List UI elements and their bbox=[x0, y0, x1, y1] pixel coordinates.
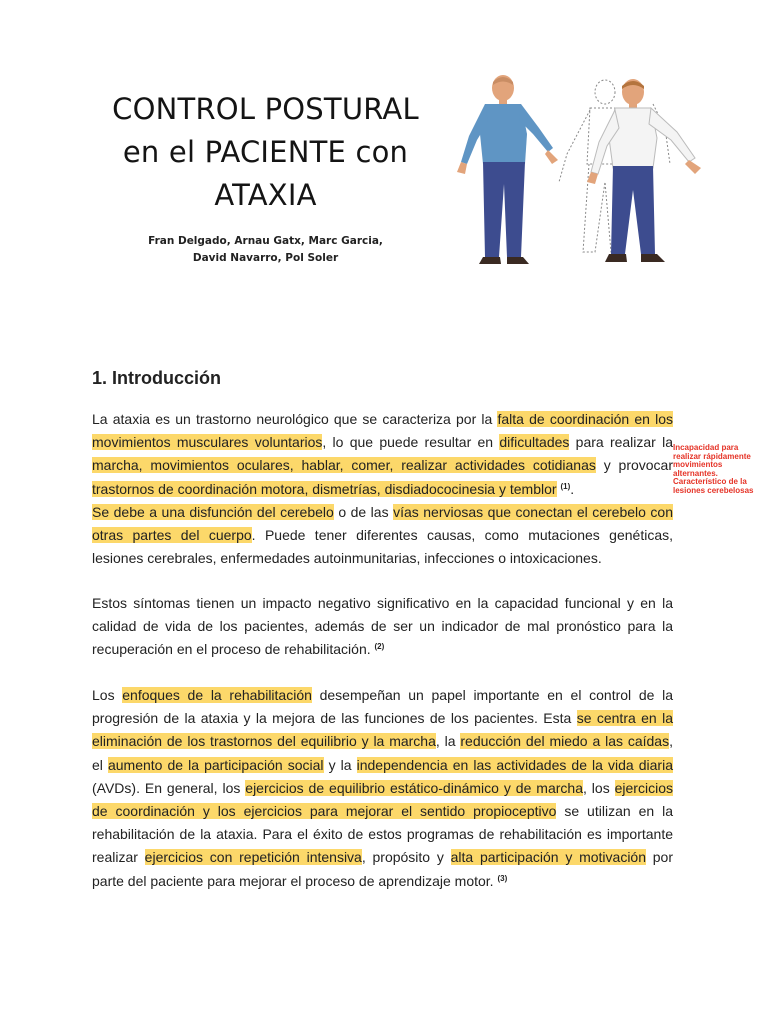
citation-ref: (3) bbox=[497, 873, 508, 883]
text-run: Los bbox=[92, 687, 123, 703]
text-run: por parte del paciente para mejorar el proceso de aprendizaje motor. bbox=[92, 849, 673, 889]
section-heading: 1. Introducción bbox=[92, 368, 222, 388]
document-title bbox=[88, 88, 443, 217]
note-line-4: alternantes. bbox=[673, 468, 718, 478]
citation-ref: (2) bbox=[374, 642, 385, 652]
highlighted-text: vías nerviosas que conectan el cerebelo con otras partes del cuerpo bbox=[92, 503, 673, 544]
title-line-2: en el PACIENTE con bbox=[122, 135, 409, 169]
highlighted-text: trastornos de coordinación motora, dismetrías, disdiadococinesia y temblor bbox=[92, 480, 557, 497]
note-line-5: Característico de la bbox=[673, 477, 747, 487]
note-line-1: Incapacidad para bbox=[673, 443, 739, 452]
note-line-6: lesiones cerebelosas bbox=[673, 485, 754, 495]
highlighted-text: se centra en la eliminación de los trastornos del equilibrio y la marcha bbox=[92, 710, 673, 750]
citation-ref: (1) bbox=[560, 481, 571, 491]
text-run: . bbox=[570, 480, 575, 497]
highlighted-text: aumento de la participación social bbox=[107, 756, 324, 773]
paragraph-intro bbox=[92, 408, 673, 570]
highlighted-text: reducción del miedo a las caídas bbox=[460, 733, 670, 750]
man-blue-shirt bbox=[457, 75, 558, 264]
highlighted-text: falta de coordinación en los movimientos musculares voluntarios bbox=[92, 411, 674, 451]
text-run: , lo que puede resultar en bbox=[322, 434, 500, 451]
authors bbox=[88, 233, 443, 266]
highlighted-text: marcha, movimientos oculares, hablar, comer, realizar actividades cotidianas bbox=[92, 457, 596, 474]
note-line-2: realizar rápidamente bbox=[673, 451, 751, 461]
text-run: y la bbox=[323, 756, 357, 773]
highlighted-text: alta participación y motivación bbox=[450, 849, 646, 866]
title-line-1: CONTROL POSTURAL bbox=[112, 92, 419, 126]
text-run: desempeñan un papel importante en el control de la progresión de la ataxia y la mejora de las funciones de los pacientes. Esta bbox=[92, 687, 673, 727]
highlighted-text: ejercicios de equilibrio estático-dinámico y de marcha bbox=[245, 779, 583, 796]
text-run: (AVDs). En general, los bbox=[92, 779, 246, 796]
text-run: Estos síntomas tienen un impacto negativo significativo en la capacidad funcional y en la calidad de vida de los pacientes, además de ser un indicador de mal pronóstico para la recuperación en el proceso de rehabilitación. bbox=[92, 595, 673, 658]
text-run: La ataxia es un trastorno neurológico que se caracteriza por la bbox=[92, 411, 498, 427]
text-run: . Puede tener diferentes causas, como mutaciones genéticas, lesiones cerebrales, enfermedades autoinmunitarias, infecciones o intoxicaciones. bbox=[92, 527, 673, 567]
text-run: se utilizan en la rehabilitación de la ataxia. Para el éxito de estos programas de rehabilitación es importante realizar bbox=[92, 803, 673, 866]
authors-line-2: David Navarro, Pol Soler bbox=[192, 251, 339, 264]
note-line-3: movimientos bbox=[673, 460, 723, 470]
text-run: , los bbox=[582, 779, 615, 796]
authors-line-1: Fran Delgado, Arnau Gatx, Marc Garcia, bbox=[148, 235, 383, 247]
paragraph-rehabilitation bbox=[92, 684, 673, 893]
margin-note bbox=[673, 444, 768, 496]
title-line-3: ATAXIA bbox=[214, 178, 317, 212]
text-run: y provocar bbox=[595, 457, 674, 474]
text-run: o de las bbox=[333, 503, 394, 520]
highlighted-text: Se debe a una disfunción del cerebelo bbox=[92, 503, 334, 520]
text-run: , el bbox=[92, 733, 673, 773]
highlighted-text: ejercicios con repetición intensiva bbox=[144, 849, 362, 866]
text-run: , la bbox=[435, 733, 461, 750]
text-run: para realizar la bbox=[569, 434, 674, 451]
paragraph-impact bbox=[92, 592, 673, 662]
highlighted-text: independencia en las actividades de la vida diaria bbox=[356, 756, 673, 773]
highlighted-text: enfoques de la rehabilitación bbox=[122, 687, 312, 703]
ataxia-illustration bbox=[455, 72, 705, 267]
highlighted-text: dificultades bbox=[499, 434, 570, 451]
text-run: , propósito y bbox=[361, 849, 451, 866]
highlighted-text: ejercicios de coordinación y los ejercicios para mejorar el sentido propioceptivo bbox=[92, 779, 673, 820]
man-white-shirt bbox=[587, 79, 701, 262]
